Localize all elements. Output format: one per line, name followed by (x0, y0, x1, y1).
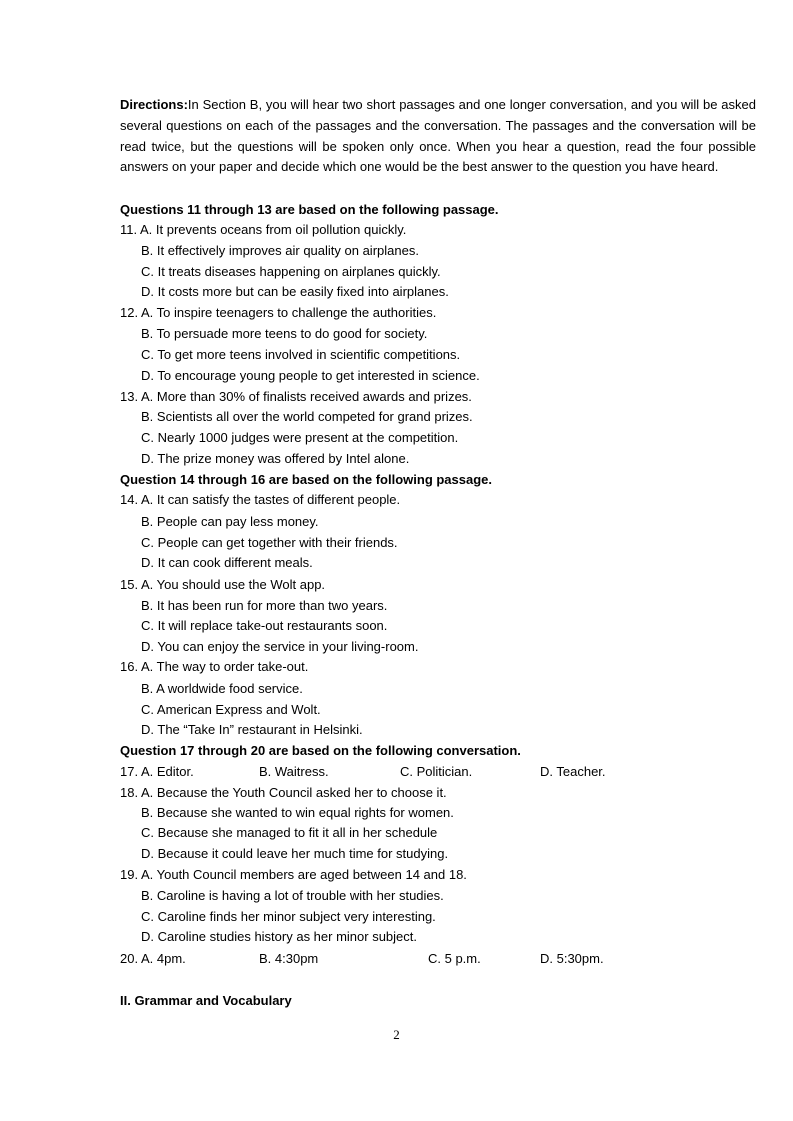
section-title-grammar-vocabulary: II. Grammar and Vocabulary (120, 993, 292, 1008)
q20-option-c: C. 5 p.m. (428, 951, 481, 966)
q18-option-a: 18. A. Because the Youth Council asked her to choose it. (120, 785, 447, 800)
page-number: 2 (393, 1027, 400, 1042)
q20-option-b: B. 4:30pm (259, 951, 319, 966)
q19-option-d: D. Caroline studies history as her minor subject. (141, 929, 418, 944)
q17-option-b: B. Waitress. (259, 764, 329, 779)
q18-option-d: D. Because it could leave her much time for studying. (141, 846, 449, 861)
q15-option-d: D. You can enjoy the service in your living-room. (141, 639, 419, 654)
q14-option-b: B. People can pay less money. (141, 514, 319, 529)
q16-option-b: B. A worldwide food service. (141, 681, 303, 696)
q12-option-b: B. To persuade more teens to do good for society. (141, 326, 428, 341)
directions-label: Directions: (120, 97, 188, 112)
q15-option-a: 15. A. You should use the Wolt app. (120, 577, 326, 592)
q17-option-d: D. Teacher. (540, 764, 606, 779)
q19-option-c: C. Caroline finds her minor subject very interesting. (141, 909, 436, 924)
q13-option-c: C. Nearly 1000 judges were present at the competition. (141, 430, 459, 445)
q16-option-a: 16. A. The way to order take-out. (120, 659, 309, 674)
q14-option-c: C. People can get together with their friends. (141, 535, 398, 550)
directions-text: In Section B, you will hear two short passages and one longer conversation, and you will be asked several questions on each of the passages and the conversation. The passages and the conversation will be read twice, but the questions will be spoken only once. When you hear a question, read the four possible answers on your paper and decide which one would be the best answer to the question you have heard. (120, 97, 756, 175)
q17-option-a: 17. A. Editor. (120, 764, 194, 779)
q11-option-a: 11. A. It prevents oceans from oil pollution quickly. (120, 222, 407, 237)
q18-option-c: C. Because she managed to fit it all in her schedule (141, 825, 438, 840)
q14-option-a: 14. A. It can satisfy the tastes of different people. (120, 492, 401, 507)
q13-option-d: D. The prize money was offered by Intel alone. (141, 451, 410, 466)
q12-option-a: 12. A. To inspire teenagers to challenge the authorities. (120, 305, 437, 320)
q12-option-c: C. To get more teens involved in scientific competitions. (141, 347, 461, 362)
section-heading-17-20: Question 17 through 20 are based on the following conversation. (120, 743, 521, 758)
q13-option-a: 13. A. More than 30% of finalists received awards and prizes. (120, 389, 472, 404)
q18-option-b: B. Because she wanted to win equal rights for women. (141, 805, 454, 820)
q15-option-b: B. It has been run for more than two years. (141, 598, 388, 613)
q19-option-b: B. Caroline is having a lot of trouble with her studies. (141, 888, 444, 903)
q11-option-b: B. It effectively improves air quality on airplanes. (141, 243, 419, 258)
q13-option-b: B. Scientists all over the world competed for grand prizes. (141, 409, 473, 424)
q17-option-c: C. Politician. (400, 764, 473, 779)
q20-option-a: 20. A. 4pm. (120, 951, 186, 966)
q16-option-c: C. American Express and Wolt. (141, 702, 321, 717)
directions-paragraph (120, 95, 756, 178)
q11-option-d: D. It costs more but can be easily fixed into airplanes. (141, 284, 449, 299)
q15-option-c: C. It will replace take-out restaurants soon. (141, 618, 388, 633)
q11-option-c: C. It treats diseases happening on airplanes quickly. (141, 264, 441, 279)
q20-option-d: D. 5:30pm. (540, 951, 604, 966)
section-heading-11-13: Questions 11 through 13 are based on the following passage. (120, 202, 499, 217)
q12-option-d: D. To encourage young people to get interested in science. (141, 368, 480, 383)
q16-option-d: D. The “Take In” restaurant in Helsinki. (141, 722, 363, 737)
q14-option-d: D. It can cook different meals. (141, 555, 313, 570)
section-heading-14-16: Question 14 through 16 are based on the following passage. (120, 472, 493, 487)
q19-option-a: 19. A. Youth Council members are aged between 14 and 18. (120, 867, 467, 882)
